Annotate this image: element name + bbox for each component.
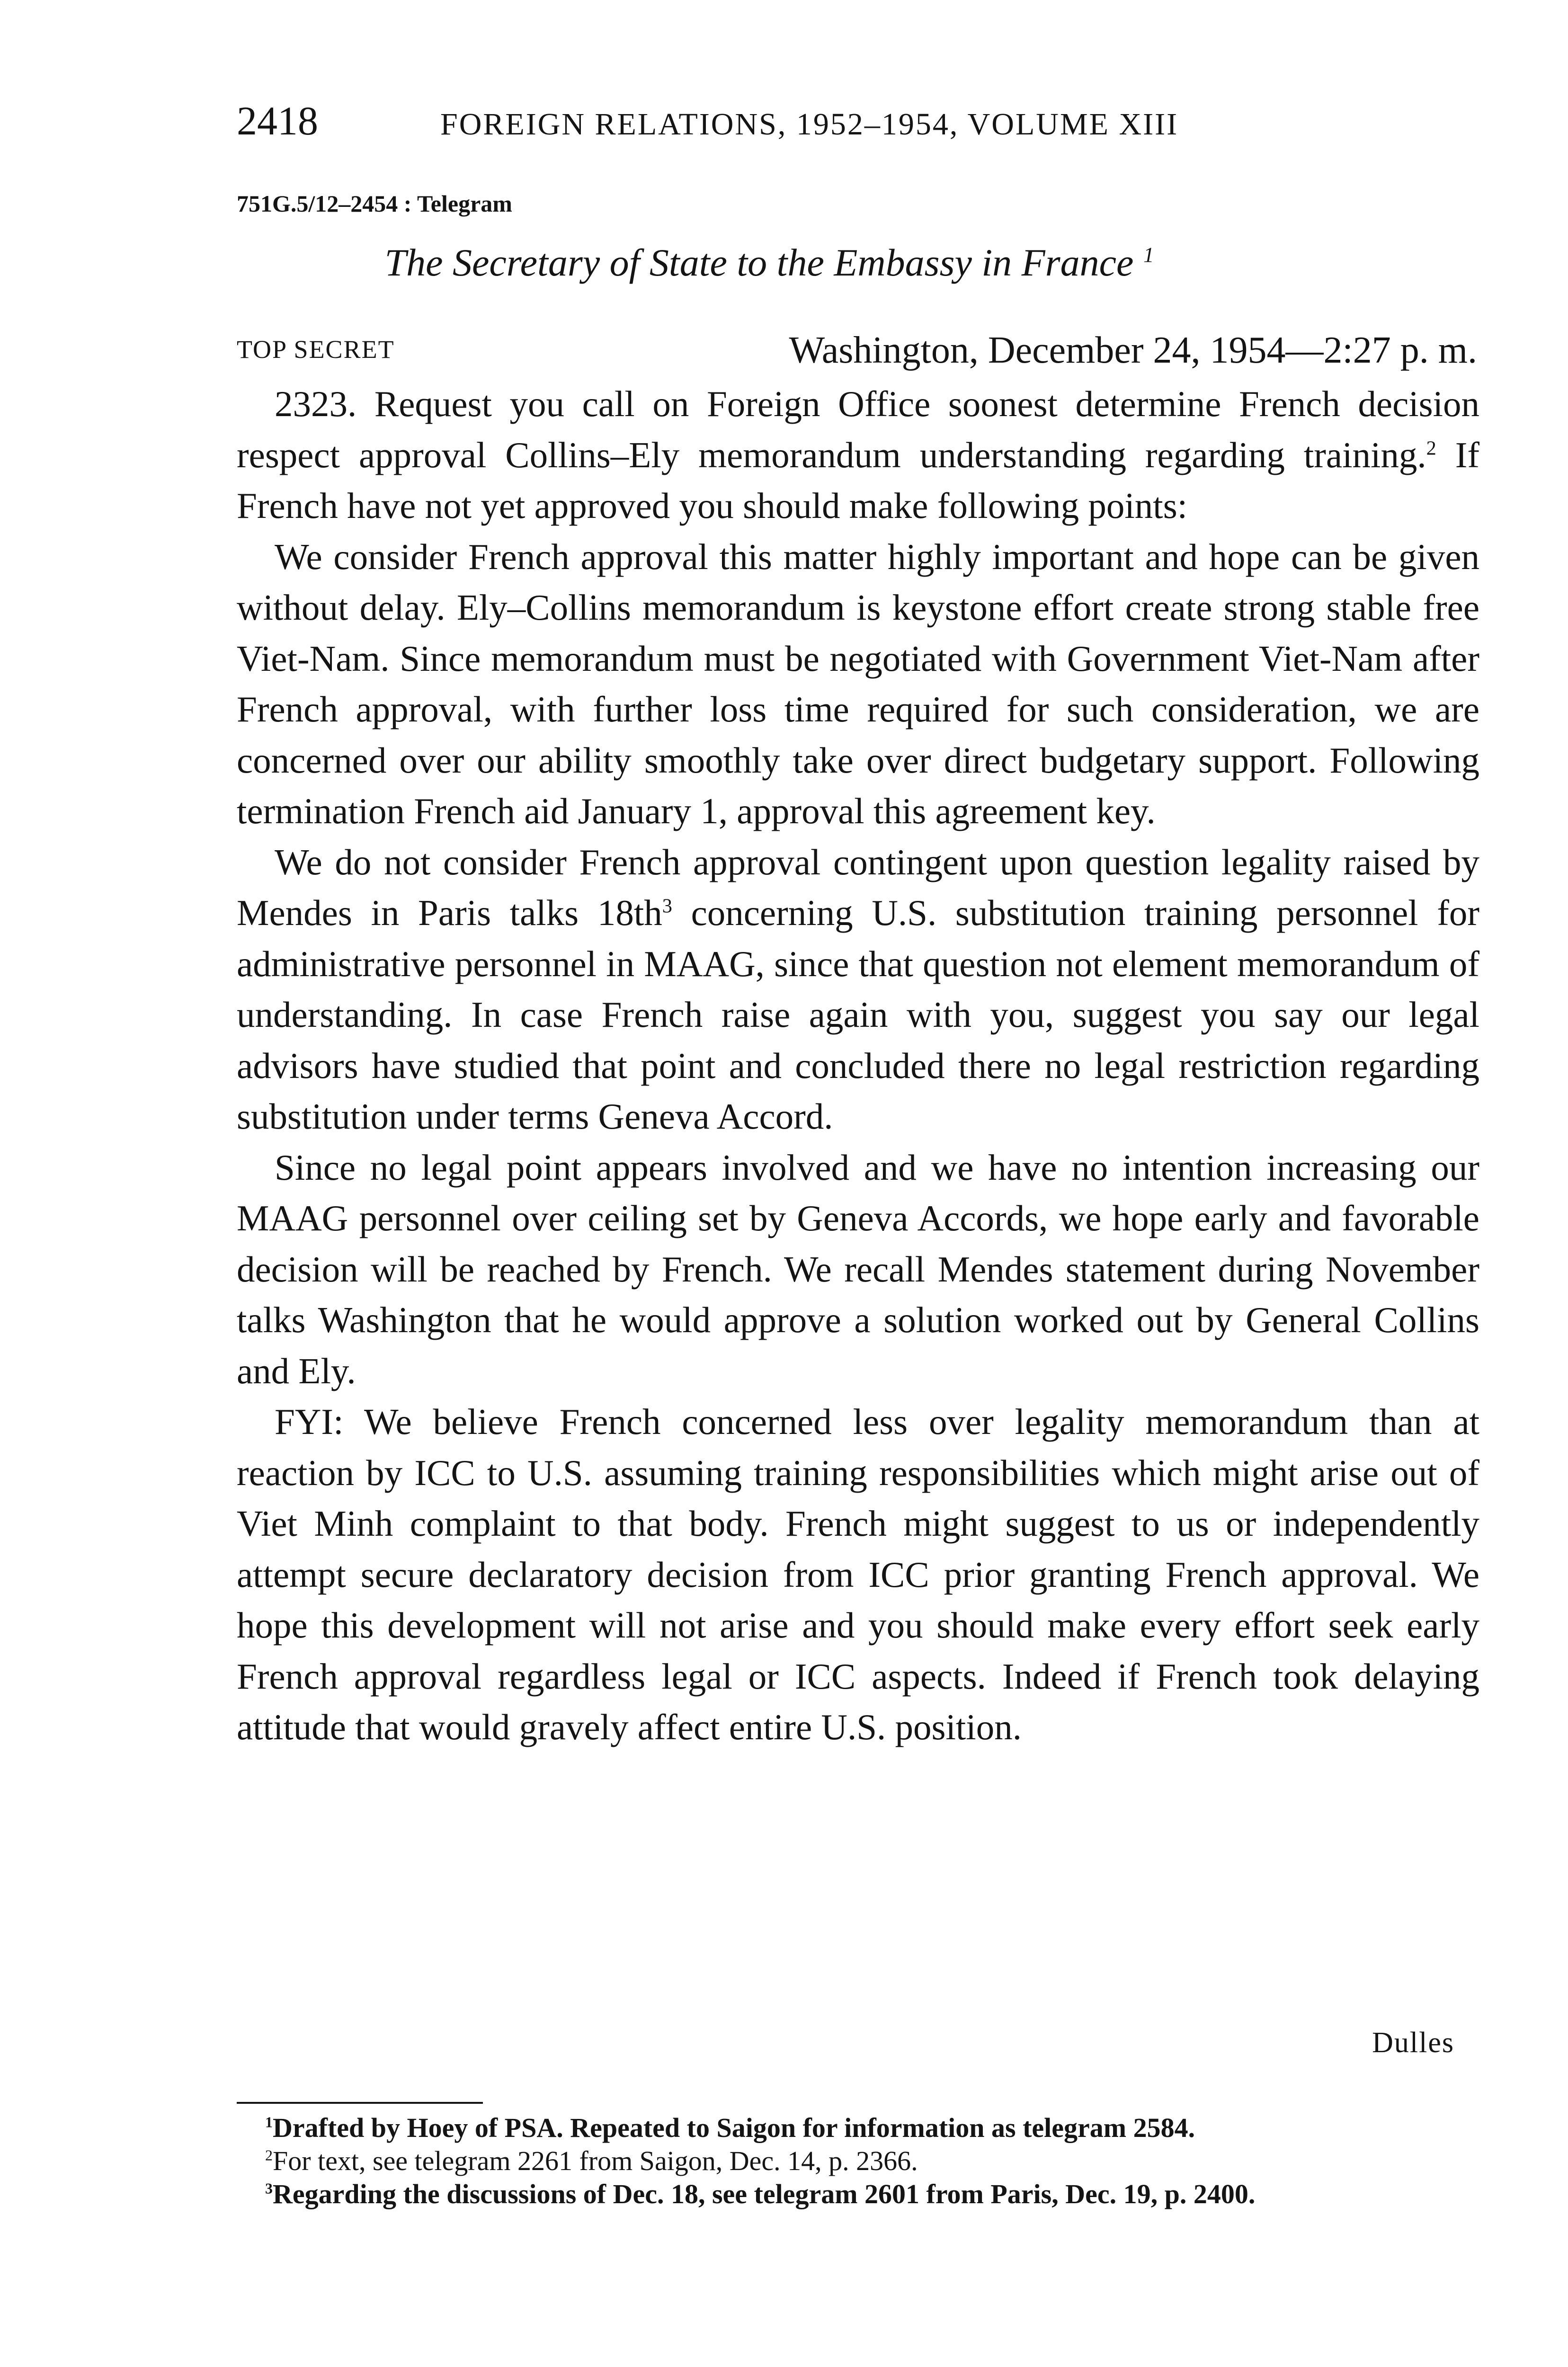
footnote-ref-2: 2	[1426, 436, 1436, 459]
footnote-1-mark: 1	[265, 2114, 273, 2131]
page-header	[237, 92, 1302, 149]
footnote-divider	[237, 2102, 483, 2104]
signature: Dulles	[1372, 2027, 1454, 2059]
footnote-3-text: Regarding the discussions of Dec. 18, see telegram 2601 from Paris, Dec. 19, p. 2400.	[272, 2179, 1256, 2209]
paragraph-2: We consider French approval this matter highly important and hope can be given without delay. Ely–Collins memorandum is keystone effort create strong stable free Viet-Nam. Since memorandum must be negotiated with Government Viet-Nam after French approval, with further loss time required for such consideration, we are concerned over our ability smoothly take over direct budgetary support. Following termination French aid January 1, approval this agreement key.	[237, 536, 1479, 831]
paragraph-3	[237, 837, 1479, 1142]
document-reference: 751G.5/12–2454 : Telegram	[237, 190, 512, 217]
paragraph-1-text-a: 2323. Request you call on Foreign Office soonest determine French decision respect approval Collins–Ely memorandum understanding regarding training.	[237, 383, 1479, 475]
footnote-ref-3: 3	[662, 895, 672, 917]
footnote-3	[237, 2178, 1468, 2211]
running-title: FOREIGN RELATIONS, 1952–1954, VOLUME XIII	[440, 107, 1179, 142]
footnote-1-text: Drafted by Hoey of PSA. Repeated to Saigon for information as telegram 2584.	[272, 2112, 1195, 2143]
place-and-time: Washington, December 24, 1954—2:27 p. m.	[789, 329, 1477, 371]
footnote-2-text: For text, see telegram 2261 from Saigon, Dec. 14, p. 2366.	[272, 2145, 918, 2176]
document-title-line	[237, 237, 1302, 289]
paragraph-1	[237, 379, 1479, 532]
footnote-2-mark: 2	[265, 2147, 273, 2164]
footnote-1	[237, 2111, 1468, 2145]
footnote-2	[237, 2145, 1468, 2178]
telegram-body	[237, 379, 1479, 1753]
paragraph-3-text-a: We do not consider French approval contingent upon question legality raised by Mendes in Paris talks 18th	[237, 841, 1479, 933]
paragraph-3-text-b: concerning U.S. substitution training personnel for administrative personnel in MAAG, since that question not element memorandum of understanding. In case French raise again with you, suggest you say our legal advisors have studied that point and concluded there no legal restriction regarding substitution under terms Geneva Accord.	[237, 892, 1479, 1137]
paragraph-1-text-b: If French have not yet approved you should make following points:	[237, 434, 1479, 526]
classification-label: TOP SECRET	[237, 335, 395, 364]
title-footnote-mark: 1	[1143, 243, 1154, 267]
paragraph-4: Since no legal point appears involved and we have no intention increasing our MAAG personnel over ceiling set by Geneva Accords, we hope early and favorable decision will be reached by French. We recall Mendes statement during November talks Washington that he would approve a solution worked out by General Collins and Ely.	[237, 1147, 1479, 1391]
footnotes	[237, 2111, 1468, 2211]
page-number: 2418	[237, 98, 318, 143]
document-title: The Secretary of State to the Embassy in France	[384, 241, 1134, 284]
dateline	[237, 322, 1477, 379]
paragraph-5: FYI: We believe French concerned less over legality memorandum than at reaction by ICC to U.S. assuming training responsibilities which might arise out of Viet Minh complaint to that body. French might suggest to us or independently attempt secure declaratory decision from ICC prior granting French approval. We hope this development will not arise and you should make every effort seek early French approval regardless legal or ICC aspects. Indeed if French took delaying attitude that would gravely affect entire U.S. position.	[237, 1401, 1479, 1747]
footnote-3-mark: 3	[265, 2180, 273, 2197]
